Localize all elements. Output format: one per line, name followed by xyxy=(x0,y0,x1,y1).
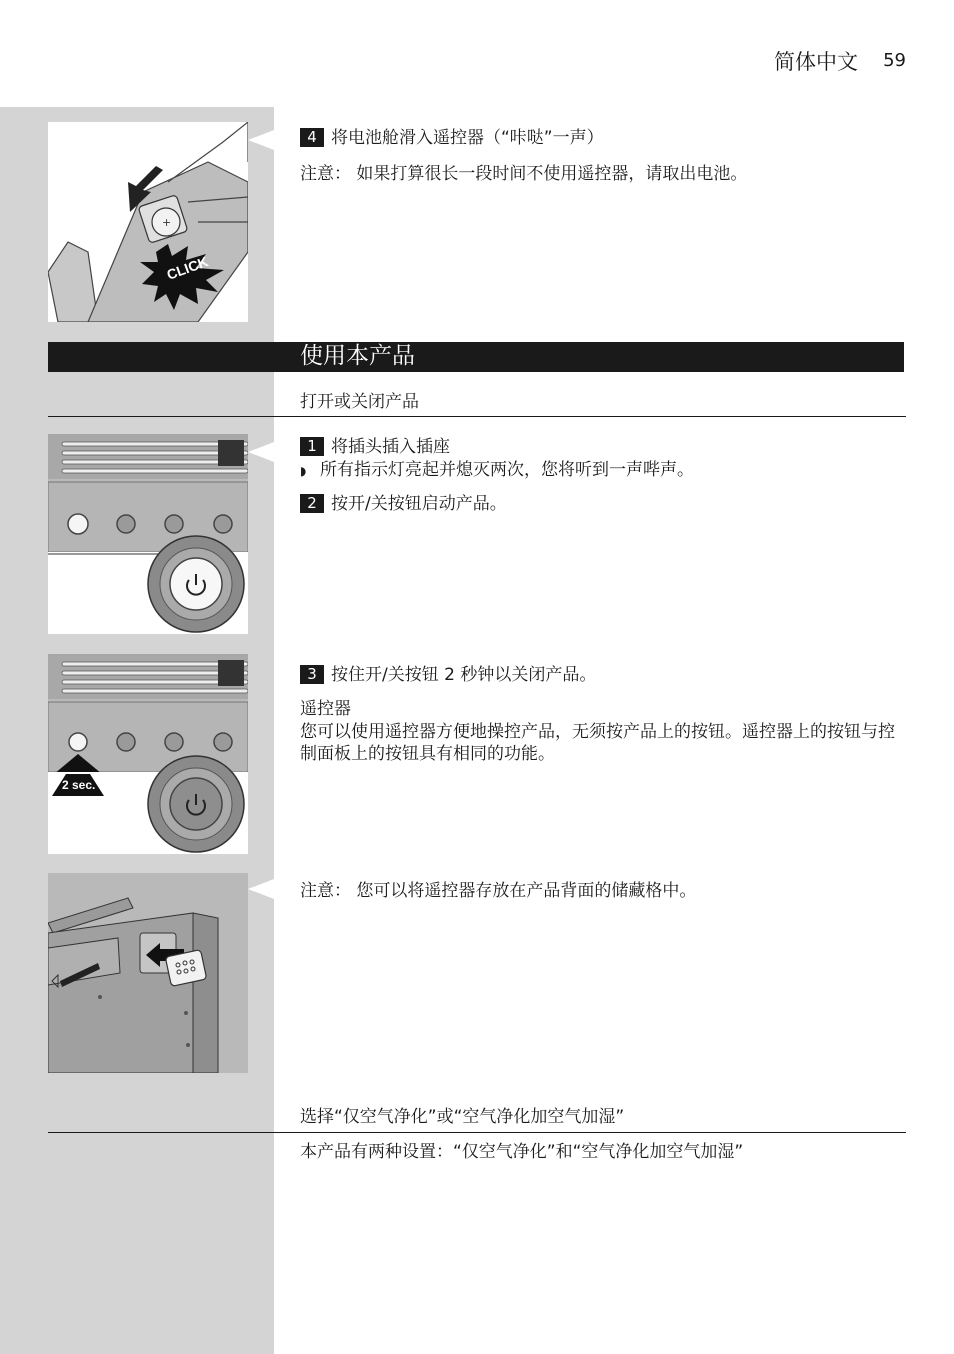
step4-line xyxy=(300,126,604,150)
step-number-badge: 2 xyxy=(300,494,324,513)
figure-control-panel-off xyxy=(48,654,248,854)
figure-battery-insert xyxy=(48,122,248,322)
section-bar xyxy=(48,342,904,372)
remote-storage-illustration xyxy=(48,873,248,1073)
battery-illustration xyxy=(48,122,248,322)
control-panel-illustration xyxy=(48,434,248,634)
step4-text: 将电池舱滑入遥控器（“咔哒”一声） xyxy=(331,128,604,148)
step4-note: 注意： 如果打算很长一段时间不使用遥控器，请取出电池。 xyxy=(300,164,748,184)
header-language: 简体中文 xyxy=(774,50,858,74)
step-number-badge: 1 xyxy=(300,437,324,456)
remote-storage-note: 注意： 您可以将遥控器存放在产品背面的储藏格中。 xyxy=(300,881,697,901)
step1-line xyxy=(300,435,450,459)
bullet-icon: ◗ xyxy=(300,464,307,478)
step-number-badge: 4 xyxy=(300,128,324,147)
remote-paragraph: 您可以使用遥控器方便地操控产品，无须按产品上的按钮。遥控器上的按钮与控制面板上的按钮具有相同的功能。 xyxy=(300,722,895,764)
step3-text: 按住开/关按钮 2 秒钟以关闭产品。 xyxy=(331,665,597,685)
control-panel-hold-illustration xyxy=(48,654,248,854)
figure-control-panel-on xyxy=(48,434,248,634)
step2-line xyxy=(300,492,507,516)
onoff-heading: 打开或关闭产品 xyxy=(300,392,419,412)
step1-text: 将插头插入插座 xyxy=(331,437,450,457)
svg-text:+: + xyxy=(162,216,172,229)
step-number-badge: 3 xyxy=(300,665,324,684)
figure-remote-storage xyxy=(48,873,248,1073)
mode-text: 本产品有两种设置：“仅空气净化”和“空气净化加空气加湿” xyxy=(300,1142,744,1162)
page-number: 59 xyxy=(883,50,906,71)
bullet-line xyxy=(300,458,694,483)
mode-heading: 选择“仅空气净化”或“空气净化加空气加湿” xyxy=(300,1107,625,1127)
bullet-text: 所有指示灯亮起并熄灭两次，您将听到一声哔声。 xyxy=(320,460,694,480)
onoff-rule xyxy=(48,416,906,417)
click-label: CLICK xyxy=(164,253,211,283)
step3-line xyxy=(300,663,596,687)
hold-duration-label: 2 sec. xyxy=(62,778,96,792)
figure-pointer xyxy=(248,130,274,150)
step2-text: 按开/关按钮启动产品。 xyxy=(331,494,507,514)
section-title: 使用本产品 xyxy=(300,343,415,369)
mode-rule xyxy=(48,1132,906,1133)
figure-pointer xyxy=(248,442,274,462)
figure-pointer xyxy=(248,879,274,899)
remote-heading: 遥控器 xyxy=(300,699,351,719)
